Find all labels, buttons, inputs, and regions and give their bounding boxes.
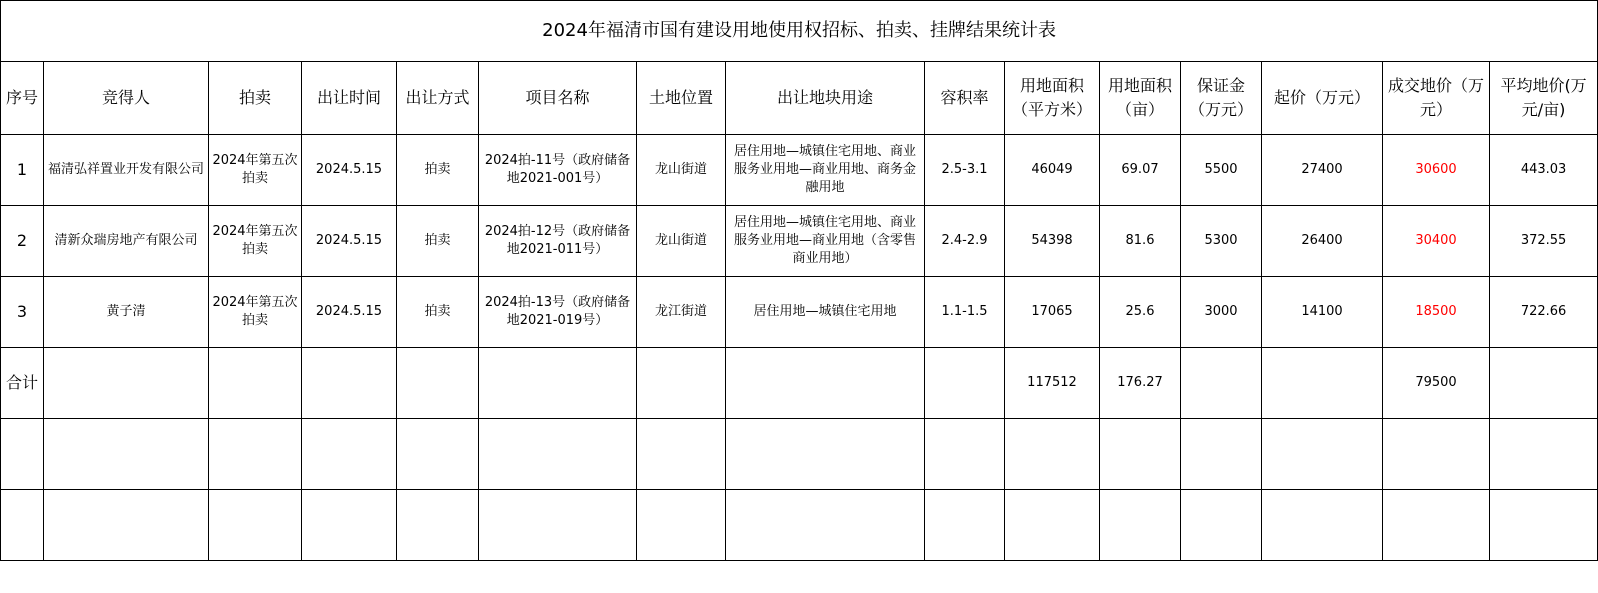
header-deposit: 保证金（万元） — [1181, 62, 1262, 135]
cell-far: 2.4-2.9 — [925, 206, 1005, 277]
cell-no: 2 — [1, 206, 44, 277]
cell-winner: 福清弘祥置业开发有限公司 — [44, 135, 209, 206]
empty-row — [1, 490, 1598, 561]
header-area-mu: 用地面积（亩） — [1100, 62, 1181, 135]
header-date: 出让时间 — [302, 62, 397, 135]
cell-deal-price: 30400 — [1383, 206, 1490, 277]
cell-avg-price: 722.66 — [1490, 277, 1598, 348]
empty-cell — [1181, 348, 1262, 419]
cell-area-m2: 54398 — [1005, 206, 1100, 277]
cell-project: 2024拍-13号（政府储备地2021-019号） — [479, 277, 637, 348]
header-method: 出让方式 — [397, 62, 479, 135]
empty-cell — [209, 490, 302, 561]
empty-cell — [302, 419, 397, 490]
empty-cell — [1100, 419, 1181, 490]
header-winner: 竞得人 — [44, 62, 209, 135]
cell-no: 1 — [1, 135, 44, 206]
cell-location: 龙山街道 — [637, 206, 726, 277]
cell-area-mu: 69.07 — [1100, 135, 1181, 206]
empty-cell — [1383, 490, 1490, 561]
empty-cell — [1005, 419, 1100, 490]
header-avg-price: 平均地价(万元/亩) — [1490, 62, 1598, 135]
header-usage: 出让地块用途 — [726, 62, 925, 135]
cell-deal-price: 30600 — [1383, 135, 1490, 206]
empty-cell — [479, 419, 637, 490]
cell-usage: 居住用地—城镇住宅用地、商业服务业用地—商业用地（含零售商业用地） — [726, 206, 925, 277]
cell-method: 拍卖 — [397, 206, 479, 277]
empty-cell — [397, 348, 479, 419]
cell-start-price: 26400 — [1262, 206, 1383, 277]
empty-cell — [637, 490, 726, 561]
header-deal-price: 成交地价（万元） — [1383, 62, 1490, 135]
empty-cell — [1005, 490, 1100, 561]
cell-deal-price: 18500 — [1383, 277, 1490, 348]
cell-auction: 2024年第五次拍卖 — [209, 206, 302, 277]
empty-cell — [726, 419, 925, 490]
cell-date: 2024.5.15 — [302, 277, 397, 348]
cell-location: 龙江街道 — [637, 277, 726, 348]
empty-cell — [209, 419, 302, 490]
empty-cell — [302, 490, 397, 561]
empty-cell — [397, 490, 479, 561]
empty-cell — [397, 419, 479, 490]
total-area-mu: 176.27 — [1100, 348, 1181, 419]
empty-row — [1, 419, 1598, 490]
cell-start-price: 14100 — [1262, 277, 1383, 348]
header-area-m2: 用地面积（平方米） — [1005, 62, 1100, 135]
empty-cell — [1, 490, 44, 561]
empty-cell — [637, 419, 726, 490]
empty-cell — [637, 348, 726, 419]
empty-cell — [1262, 490, 1383, 561]
cell-area-m2: 17065 — [1005, 277, 1100, 348]
empty-cell — [1181, 490, 1262, 561]
cell-deposit: 5500 — [1181, 135, 1262, 206]
empty-cell — [1383, 419, 1490, 490]
header-location: 土地位置 — [637, 62, 726, 135]
total-deal-price: 79500 — [1383, 348, 1490, 419]
empty-cell — [44, 348, 209, 419]
empty-cell — [1181, 419, 1262, 490]
cell-no: 3 — [1, 277, 44, 348]
empty-cell — [302, 348, 397, 419]
table-row — [1, 206, 1598, 277]
empty-cell — [1262, 419, 1383, 490]
cell-far: 2.5-3.1 — [925, 135, 1005, 206]
cell-method: 拍卖 — [397, 135, 479, 206]
cell-avg-price: 443.03 — [1490, 135, 1598, 206]
empty-cell — [925, 490, 1005, 561]
cell-location: 龙山街道 — [637, 135, 726, 206]
cell-area-mu: 81.6 — [1100, 206, 1181, 277]
empty-cell — [44, 490, 209, 561]
cell-far: 1.1-1.5 — [925, 277, 1005, 348]
cell-usage: 居住用地—城镇住宅用地、商业服务业用地—商业用地、商务金融用地 — [726, 135, 925, 206]
cell-usage: 居住用地—城镇住宅用地 — [726, 277, 925, 348]
header-project: 项目名称 — [479, 62, 637, 135]
cell-date: 2024.5.15 — [302, 135, 397, 206]
header-far: 容积率 — [925, 62, 1005, 135]
empty-cell — [1490, 490, 1598, 561]
empty-cell — [479, 348, 637, 419]
cell-area-mu: 25.6 — [1100, 277, 1181, 348]
empty-cell — [44, 419, 209, 490]
cell-auction: 2024年第五次拍卖 — [209, 135, 302, 206]
table-row — [1, 135, 1598, 206]
cell-project: 2024拍-12号（政府储备地2021-011号） — [479, 206, 637, 277]
cell-deposit: 5300 — [1181, 206, 1262, 277]
empty-cell — [1, 419, 44, 490]
total-label: 合计 — [1, 348, 44, 419]
total-area-m2: 117512 — [1005, 348, 1100, 419]
table-row — [1, 277, 1598, 348]
cell-start-price: 27400 — [1262, 135, 1383, 206]
header-no: 序号 — [1, 62, 44, 135]
empty-cell — [1262, 348, 1383, 419]
empty-cell — [1100, 490, 1181, 561]
cell-deposit: 3000 — [1181, 277, 1262, 348]
empty-cell — [1490, 348, 1598, 419]
cell-avg-price: 372.55 — [1490, 206, 1598, 277]
cell-project: 2024拍-11号（政府储备地2021-001号） — [479, 135, 637, 206]
cell-winner: 黄子清 — [44, 277, 209, 348]
empty-cell — [726, 490, 925, 561]
cell-method: 拍卖 — [397, 277, 479, 348]
cell-winner: 清新众瑞房地产有限公司 — [44, 206, 209, 277]
empty-cell — [479, 490, 637, 561]
header-row — [1, 62, 1598, 135]
empty-cell — [925, 348, 1005, 419]
empty-cell — [726, 348, 925, 419]
cell-auction: 2024年第五次拍卖 — [209, 277, 302, 348]
header-auction: 拍卖 — [209, 62, 302, 135]
table-title: 2024年福清市国有建设用地使用权招标、拍卖、挂牌结果统计表 — [1, 1, 1598, 62]
empty-cell — [1490, 419, 1598, 490]
header-start-price: 起价（万元） — [1262, 62, 1383, 135]
cell-date: 2024.5.15 — [302, 206, 397, 277]
empty-cell — [209, 348, 302, 419]
cell-area-m2: 46049 — [1005, 135, 1100, 206]
total-row — [1, 348, 1598, 419]
empty-cell — [925, 419, 1005, 490]
